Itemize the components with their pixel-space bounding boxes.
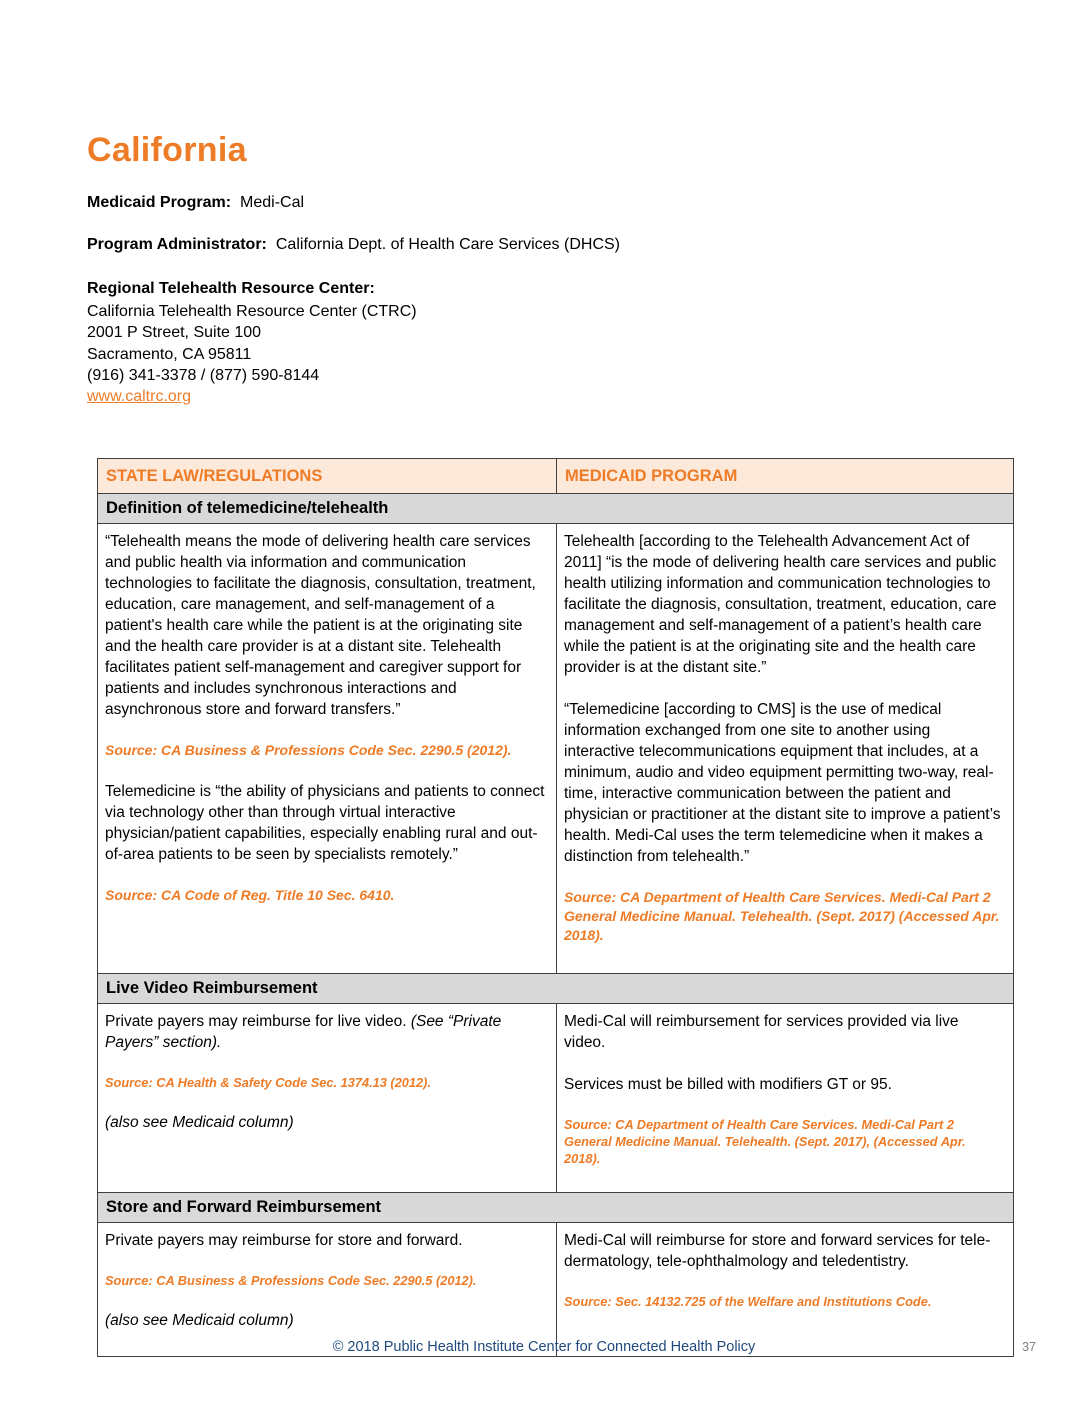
page-footer xyxy=(0,1339,1088,1355)
store-forward-medicaid-cell xyxy=(557,1223,1014,1357)
section-heading-live-video: Live Video Reimbursement xyxy=(98,974,1014,1004)
column-header-state-law: STATE LAW/REGULATIONS xyxy=(98,459,557,494)
source-citation: Source: CA Health & Safety Code Sec. 1374.13 (2012). xyxy=(105,1075,431,1091)
source-citation: Source: CA Business & Professions Code Sec. 2290.5 (2012). xyxy=(105,1273,477,1289)
address-line-city: Sacramento, CA 95811 xyxy=(87,345,252,363)
paragraph-italic-note: (See “Private Payers” section). xyxy=(105,1013,502,1052)
copyright-text: © 2018 Public Health Institute Center for Connected Health Policy xyxy=(332,1339,756,1355)
definition-state-law-cell xyxy=(98,524,557,974)
section-row-store-forward xyxy=(98,1193,1014,1223)
paragraph: Private payers may reimburse for store and forward. xyxy=(105,1232,463,1250)
see-medicaid-note: (also see Medicaid column) xyxy=(105,1312,294,1330)
paragraph: “Telehealth means the mode of delivering health care services and public health via information and communication technologies to facilitate the diagnosis, consultation, treatment, education, care management, and self-management of a patient's health care while the patient is at the originating site and the health care provider is at a distant site. Telehealth facilitates patient self-management and caregiver support for patients and includes synchronous interactions and asynchronous store and forward transfers.” xyxy=(105,533,536,719)
source-citation: Source: CA Code of Reg. Title 10 Sec. 6410. xyxy=(105,887,395,904)
medicaid-program-line xyxy=(87,194,1013,212)
paragraph-text: Private payers may reimburse for live video. xyxy=(105,1013,411,1031)
medicaid-program-value: Medi-Cal xyxy=(240,194,305,211)
address-line-org: California Telehealth Resource Center (CTRC) xyxy=(87,303,417,320)
paragraph: Services must be billed with modifiers GT or 95. xyxy=(564,1076,892,1094)
section-heading-definition: Definition of telemedicine/telehealth xyxy=(98,494,1014,524)
medicaid-program-label: Medicaid Program: xyxy=(87,194,232,211)
paragraph: Telemedicine is “the ability of physicians and patients to connect via technology other than through virtual interactive physician/patient capabilities, especially enabling rural and out-of-area patients to be seen by specialists remotely.” xyxy=(105,783,545,864)
section-heading-store-forward: Store and Forward Reimbursement xyxy=(98,1193,1014,1223)
source-citation: Source: CA Department of Health Care Services. Medi-Cal Part 2 General Medicine Manual. Telehealth. (Sept. 2017) (Accessed Apr. 2018). xyxy=(564,889,1000,944)
phone-line: (916) 341-3378 / (877) 590-8144 xyxy=(87,366,320,384)
definition-medicaid-cell xyxy=(557,524,1014,974)
resource-center-label: Regional Telehealth Resource Center: xyxy=(87,280,375,297)
source-citation: Source: CA Business & Professions Code Sec. 2290.5 (2012). xyxy=(105,742,512,759)
paragraph: Telehealth [according to the Telehealth Advancement Act of 2011] “is the mode of delivering health care services and public health utilizing information and communication technologies to facilitate the diagnosis, consultation, treatment, education, care management and self-management of a patient’s health care while the patient is at the originating site and the health care provider is at the distant site.” xyxy=(564,533,997,677)
program-administrator-label: Program Administrator: xyxy=(87,236,267,253)
program-administrator-line xyxy=(87,236,1013,254)
source-citation: Source: Sec. 14132.725 of the Welfare and Institutions Code. xyxy=(564,1294,932,1310)
address-line-street: 2001 P Street, Suite 100 xyxy=(87,324,262,342)
table-row-store-forward xyxy=(98,1223,1014,1357)
live-video-medicaid-cell xyxy=(557,1004,1014,1193)
section-row-definition xyxy=(98,494,1014,524)
section-row-live-video xyxy=(98,974,1014,1004)
table-row-live-video xyxy=(98,1004,1014,1193)
see-medicaid-note: (also see Medicaid column) xyxy=(105,1114,294,1132)
paragraph: Medi-Cal will reimburse for store and forward services for tele-dermatology, tele-ophthalmology and teledentistry. xyxy=(564,1232,991,1271)
caltrc-link[interactable]: www.caltrc.org xyxy=(87,388,192,406)
paragraph xyxy=(105,1011,547,1053)
paragraph: “Telemedicine [according to CMS] is the use of medical information exchanged from one site to another using interactive telecommunications equipment that includes, at a minimum, audio and video equipment permitting two-way, real-time, interactive communication between the patient and physician or practitioner at the distant site to improve a patient’s health. Medi-Cal uses the term telemedicine when it makes a distinction from telehealth.” xyxy=(564,701,1001,866)
table-header-row xyxy=(98,459,1014,494)
resource-center-address xyxy=(87,301,1013,407)
page-title: California xyxy=(87,131,247,169)
store-forward-state-law-cell xyxy=(98,1223,557,1357)
live-video-state-law-cell xyxy=(98,1004,557,1193)
table-row-definition xyxy=(98,524,1014,974)
program-administrator-value: California Dept. of Health Care Services (DHCS) xyxy=(275,236,620,253)
column-header-medicaid-program: MEDICAID PROGRAM xyxy=(557,459,1014,494)
paragraph: Medi-Cal will reimbursement for services provided via live video. xyxy=(564,1013,959,1052)
source-citation: Source: CA Department of Health Care Services. Medi-Cal Part 2 General Medicine Manual. Telehealth. (Sept. 2017), (Accessed Apr. 2018). xyxy=(564,1117,966,1167)
state-law-table xyxy=(97,458,1014,1357)
page-number: 37 xyxy=(1022,1340,1036,1354)
